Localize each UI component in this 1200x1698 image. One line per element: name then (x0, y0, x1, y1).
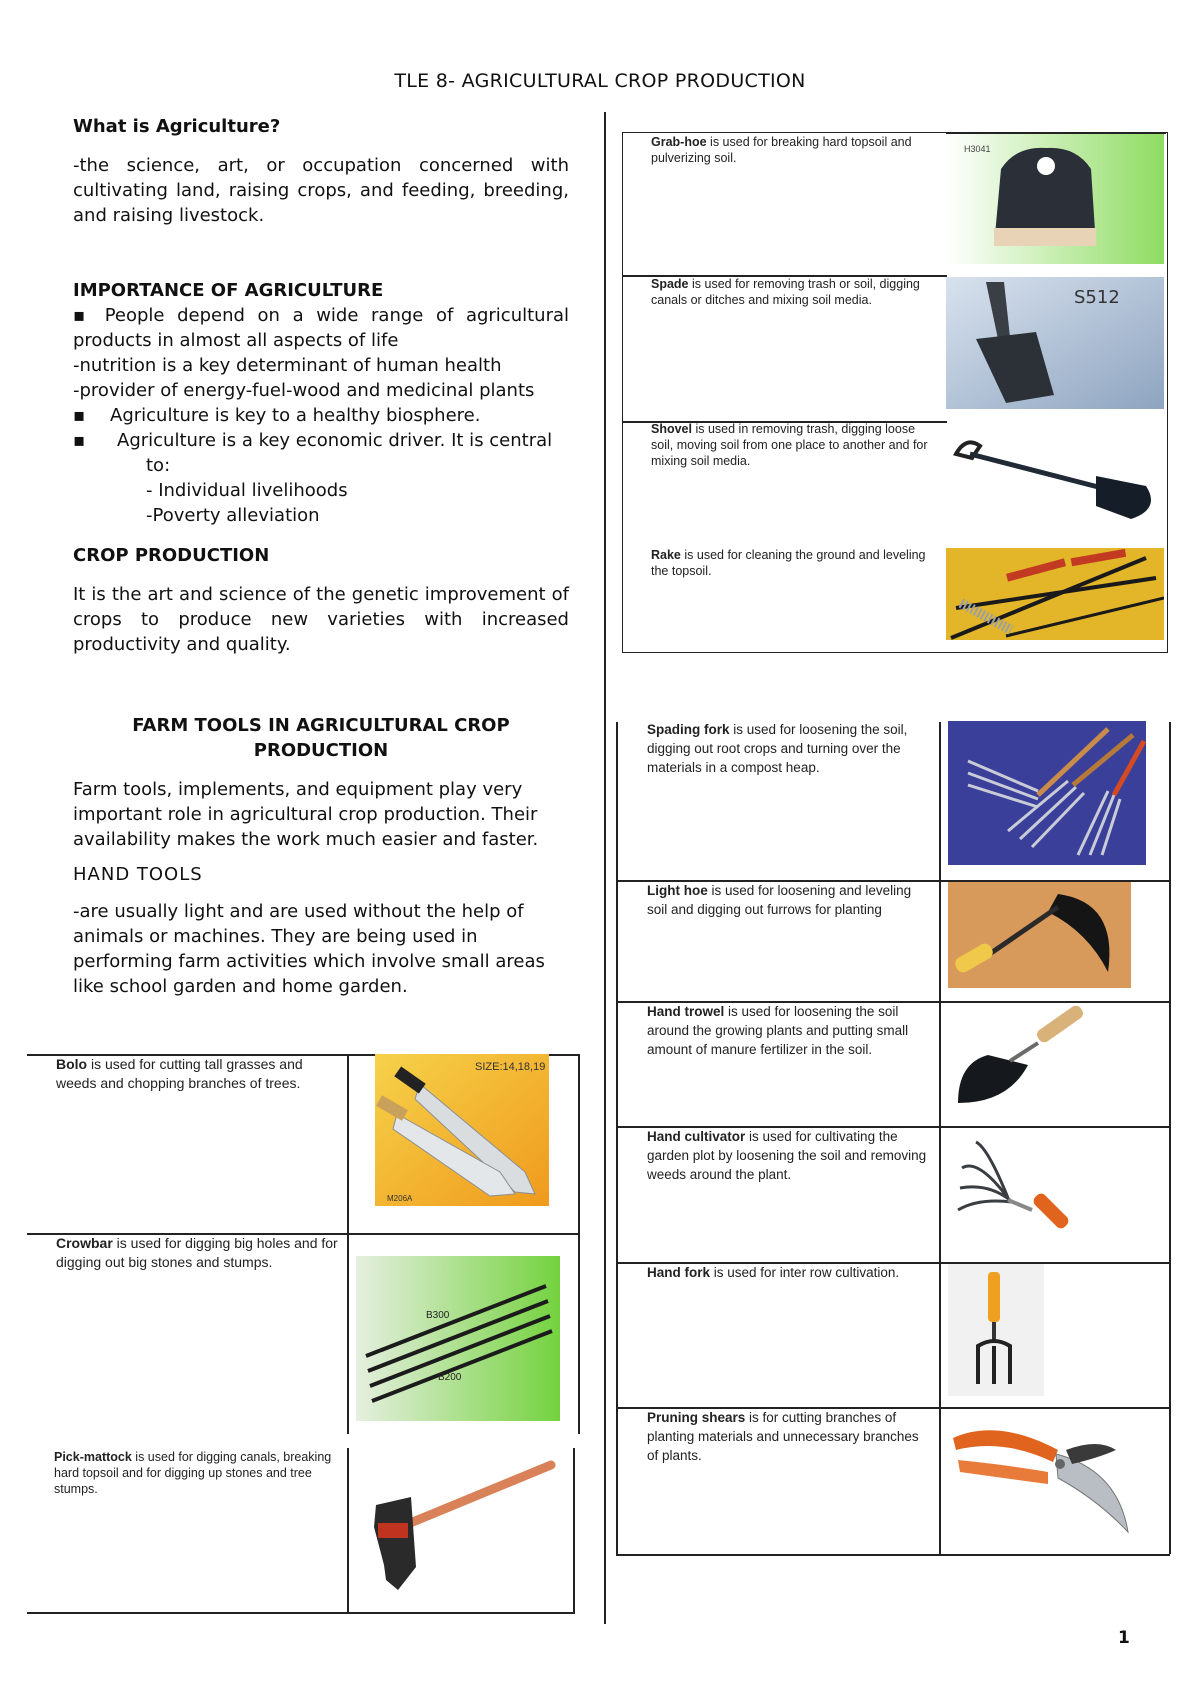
crop-heading: CROP PRODUCTION (73, 545, 270, 566)
farmtools-text: Farm tools, implements, and equipment play very important role in agricultural crop production. Their availability makes the work much easier and faster. (73, 779, 539, 850)
tool-spade-desc: Spade is used for removing trash or soil, digging canals or ditches and mixing soil media. (651, 277, 920, 307)
svg-text:SIZE:14,18,19: SIZE:14,18,19 (475, 1061, 546, 1073)
importance-sub-2: -Poverty alleviation (146, 505, 320, 526)
tool-shovel-desc: Shovel is used in removing trash, digging loose soil, moving soil from one place to another and for mixing soil media. (651, 422, 928, 468)
importance-bullet-5-cont: to: (146, 455, 171, 476)
svg-text:M206A: M206A (387, 1194, 413, 1203)
tool-hand-trowel-desc: Hand trowel is used for loosening the soil around the growing plants and putting small amount of manure fertilizer in the soil. (647, 1004, 909, 1057)
tool-hand-cultivator-desc: Hand cultivator is used for cultivating the garden plot by loosening the soil and removing weeds around the plant. (647, 1129, 927, 1182)
importance-line-2: -nutrition is a key determinant of human health (73, 355, 502, 376)
column-divider (604, 112, 606, 1624)
rake-image (946, 548, 1164, 640)
pick-mattock-image (356, 1455, 556, 1605)
importance-heading: IMPORTANCE OF AGRICULTURE (73, 280, 384, 301)
page-title: TLE 8- AGRICULTURAL CROP PRODUCTION (394, 70, 806, 92)
importance-sub-1: - Individual livelihoods (146, 480, 348, 501)
svg-text:B200: B200 (438, 1372, 462, 1383)
importance-bullet-5: ▪ Agriculture is a key economic driver. It is central (73, 430, 553, 451)
crowbar-image (356, 1256, 560, 1421)
tool-pick-mattock-desc: Pick-mattock is used for digging canals, breaking hard topsoil and for digging up stones and tree stumps. (54, 1450, 332, 1496)
importance-bullet-1: ▪ People depend on a wide range of agricultural products in almost all aspects of life (73, 305, 569, 351)
tool-pruning-shears-desc: Pruning shears is for cutting branches of planting materials and unnecessary branches of plants. (647, 1410, 919, 1463)
farmtools-heading: FARM TOOLS IN AGRICULTURAL CROP PRODUCTION (132, 715, 510, 761)
shovel-image (946, 424, 1164, 524)
handtools-heading: HAND TOOLS (73, 864, 203, 885)
svg-text:H3041: H3041 (964, 144, 991, 154)
page-number: 1 (1118, 1628, 1130, 1648)
tool-grab-hoe-desc: Grab-hoe is used for breaking hard topsoil and pulverizing soil. (651, 135, 912, 165)
light-hoe-image (948, 882, 1131, 988)
crop-text: It is the art and science of the genetic improvement of crops to produce new varieties with increased productivity and quality. (73, 584, 569, 655)
left-column (73, 114, 569, 999)
svg-text:S512: S512 (1074, 287, 1120, 308)
hand-fork-image (948, 1264, 1044, 1396)
spading-fork-image (948, 721, 1146, 865)
agri-definition: -the science, art, or occupation concerned with cultivating land, raising crops, and feeding, breeding, and raising livestock. (73, 155, 569, 226)
tool-rake-desc: Rake is used for cleaning the ground and leveling the topsoil. (651, 548, 926, 578)
importance-bullet-4: ▪ Agriculture is key to a healthy biosphere. (73, 405, 481, 426)
hand-cultivator-image (948, 1128, 1078, 1246)
grab-hoe-image (946, 134, 1164, 264)
importance-line-3: -provider of energy-fuel-wood and medicinal plants (73, 380, 535, 401)
tool-spading-fork-desc: Spading fork is used for loosening the soil, digging out root crops and turning over the materials in a compost heap. (647, 722, 908, 775)
bolo-image (375, 1054, 549, 1206)
tool-bolo-desc: Bolo is used for cutting tall grasses and weeds and chopping branches of trees. (56, 1056, 303, 1091)
svg-text:B300: B300 (426, 1310, 450, 1321)
handtools-text: -are usually light and are used without the help of animals or machines. They are being used in performing farm activities which involve small areas like school garden and home garden. (73, 901, 545, 997)
hand-trowel-image (948, 1003, 1098, 1115)
agri-heading: What is Agriculture? (73, 116, 281, 137)
pruning-shears-image (948, 1410, 1138, 1538)
tool-hand-fork-desc: Hand fork is used for inter row cultivation. (647, 1265, 900, 1280)
tool-light-hoe-desc: Light hoe is used for loosening and leveling soil and digging out furrows for planting (647, 883, 912, 917)
spade-image (946, 277, 1164, 409)
tool-crowbar-desc: Crowbar is used for digging big holes and for digging out big stones and stumps. (56, 1235, 338, 1270)
